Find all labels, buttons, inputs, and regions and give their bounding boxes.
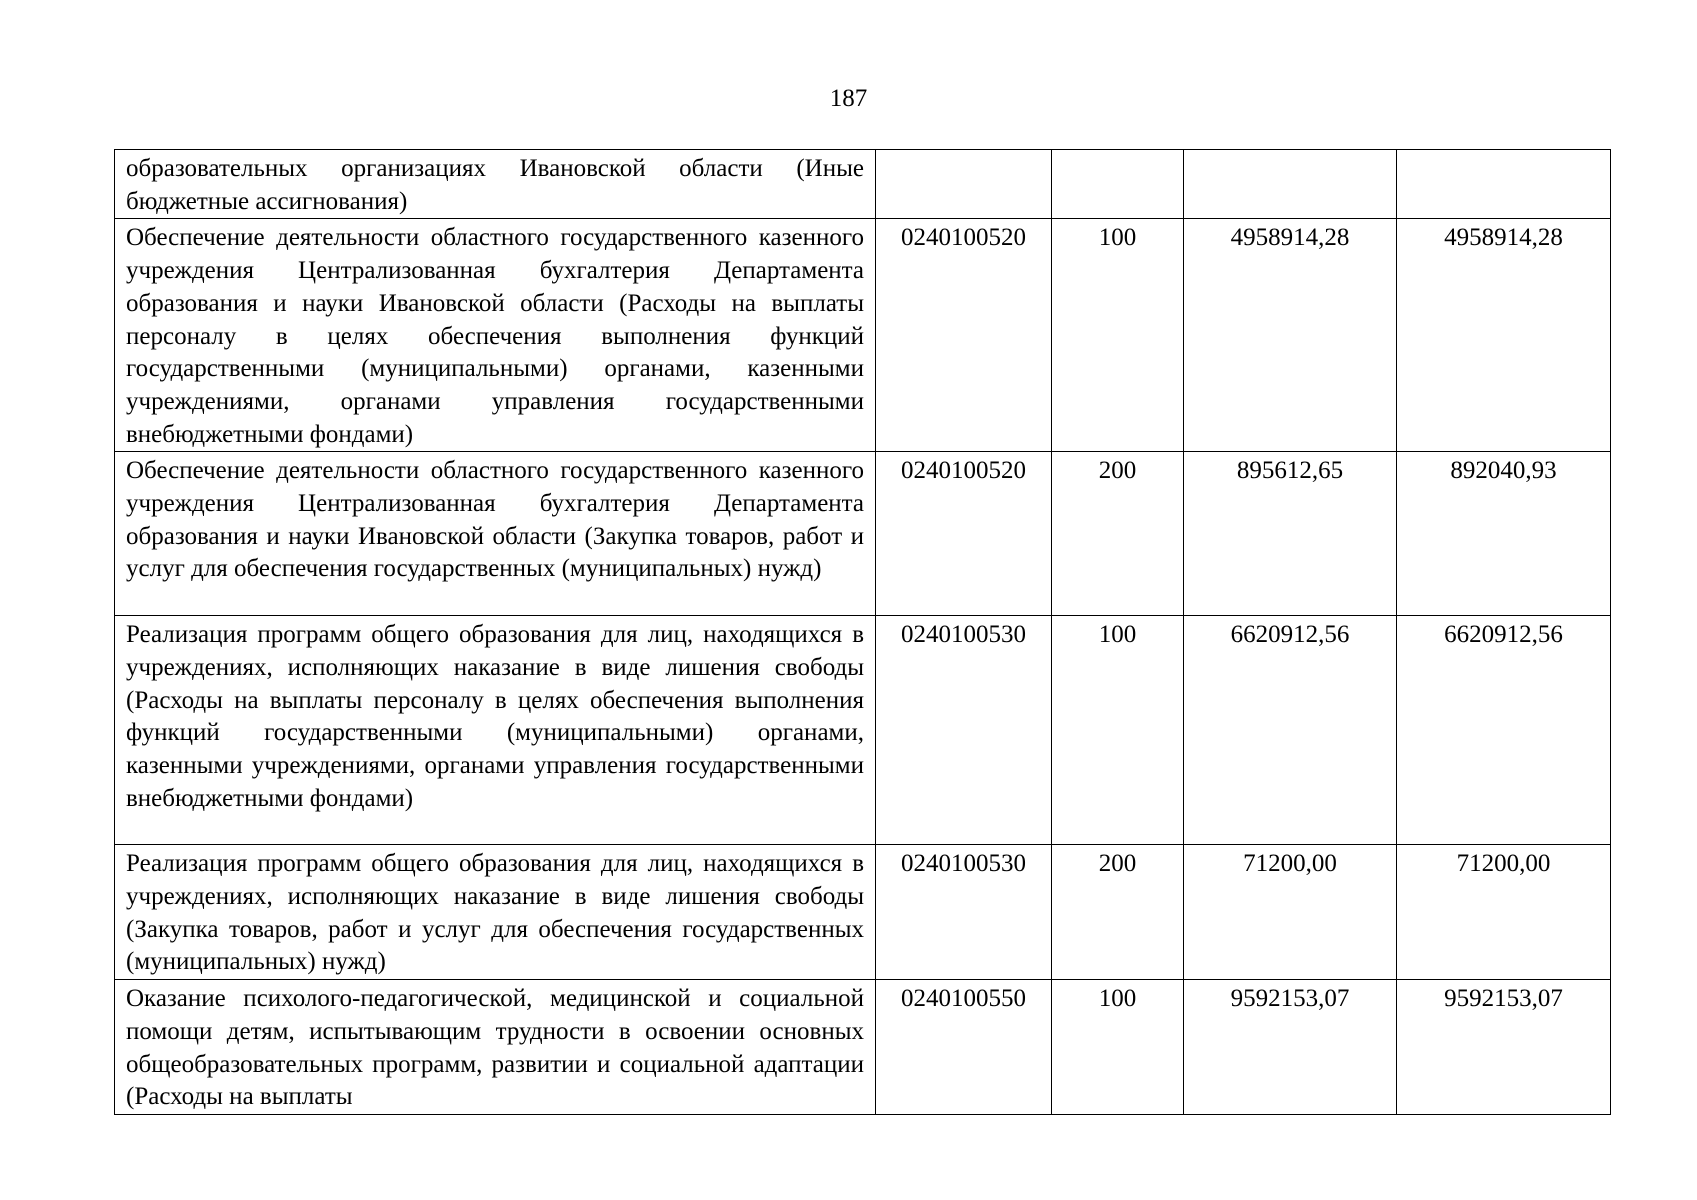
row-target-code: 0240100520 xyxy=(876,219,1052,452)
row-expense-type: 100 xyxy=(1052,616,1184,845)
row-description: образовательных организациях Ивановской области (Иные бюджетные ассигнования) xyxy=(115,150,876,219)
row-amount-2: 71200,00 xyxy=(1397,845,1611,980)
row-target-code: 0240100530 xyxy=(876,616,1052,845)
row-amount-2: 6620912,56 xyxy=(1397,616,1611,845)
row-amount-2 xyxy=(1397,150,1611,219)
table-row xyxy=(115,980,1611,1115)
row-expense-type: 100 xyxy=(1052,980,1184,1115)
row-target-code xyxy=(876,150,1052,219)
row-expense-type: 200 xyxy=(1052,452,1184,616)
row-amount-2: 9592153,07 xyxy=(1397,980,1611,1115)
row-expense-type: 100 xyxy=(1052,219,1184,452)
row-amount-2: 892040,93 xyxy=(1397,452,1611,616)
row-description: Обеспечение деятельности областного государственного казенного учреждения Централизованная бухгалтерия Департамента образования и науки Ивановской области (Закупка товаров, работ и услуг для обеспечения государственных (муниципальных) нужд) xyxy=(115,452,876,616)
table-row xyxy=(115,616,1611,845)
row-description: Оказание психолого-педагогической, медицинской и социальной помощи детям, испытывающим трудности в освоении основных общеобразовательных программ, развитии и социальной адаптации (Расходы на выплаты xyxy=(115,980,876,1115)
page-number: 187 xyxy=(829,85,868,112)
row-target-code: 0240100520 xyxy=(876,452,1052,616)
table-row xyxy=(115,452,1611,616)
row-target-code: 0240100530 xyxy=(876,845,1052,980)
row-description: Обеспечение деятельности областного государственного казенного учреждения Централизованная бухгалтерия Департамента образования и науки Ивановской области (Расходы на выплаты персоналу в целях обеспечения выполнения функций государственными (муниципальными) органами, казенными учреждениями, органами управления государственными внебюджетными фондами) xyxy=(115,219,876,452)
row-amount-1: 9592153,07 xyxy=(1184,980,1397,1115)
row-description: Реализация программ общего образования для лиц, находящихся в учреждениях, исполняющих наказание в виде лишения свободы (Расходы на выплаты персоналу в целях обеспечения выполнения функций государственными (муниципальными) органами, казенными учреждениями, органами управления государственными внебюджетными фондами) xyxy=(115,616,876,845)
row-amount-1: 71200,00 xyxy=(1184,845,1397,980)
row-amount-1: 4958914,28 xyxy=(1184,219,1397,452)
budget-table xyxy=(114,149,1611,1115)
row-expense-type xyxy=(1052,150,1184,219)
row-description: Реализация программ общего образования для лиц, находящихся в учреждениях, исполняющих наказание в виде лишения свободы (Закупка товаров, работ и услуг для обеспечения государственных (муниципальных) нужд) xyxy=(115,845,876,980)
row-amount-2: 4958914,28 xyxy=(1397,219,1611,452)
row-expense-type: 200 xyxy=(1052,845,1184,980)
table-row xyxy=(115,150,1611,219)
row-amount-1 xyxy=(1184,150,1397,219)
row-target-code: 0240100550 xyxy=(876,980,1052,1115)
table-row xyxy=(115,219,1611,452)
row-amount-1: 6620912,56 xyxy=(1184,616,1397,845)
row-amount-1: 895612,65 xyxy=(1184,452,1397,616)
table-row xyxy=(115,845,1611,980)
